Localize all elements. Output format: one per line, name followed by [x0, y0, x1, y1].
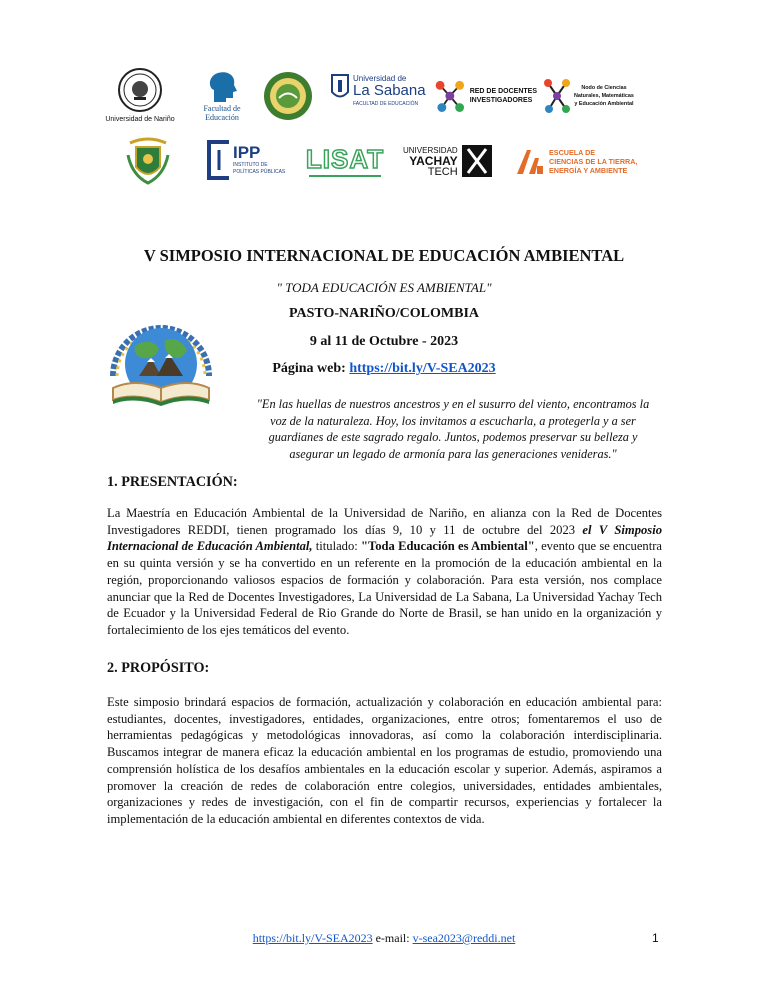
reddi-line-1: RED DE DOCENTES [469, 88, 537, 95]
facultad-caption [203, 104, 240, 122]
sabana-shield-icon [331, 74, 349, 102]
facultad-educacion-logo [197, 64, 247, 128]
s1-text-e: , evento que se encuentra en su quinta versión y se ha convertido en un referente en la promoción de la educación ambiental en la región, proporcionando valiosos espacios de formación y colaboración. Para esta versión, nos complace anunciar que la Red de Docentes Investigadores, La Universidad de La Sabana, La Universidad Yachay Tech de Ecuador y la Universidad Federal de Rio Grande do Norte de Brasil, se han unido en la organización y fortalecimiento de los ejes temáticos del evento. [107, 539, 662, 637]
footer-email-label: e-mail: [372, 931, 413, 945]
epigraph-quote: "En las huellas de nuestros ancestros y en el susurro del viento, encontramos la voz de la naturaleza. Hoy, los invitamos a escucharla, a protegerla y a ser guardianes de este sagrado regalo. Juntos, podemos preservar su belleza y asegurar un legado de armonía para las generaciones venideras." [256, 397, 650, 461]
event-dates: 9 al 11 de Octubre - 2023 [309, 334, 459, 349]
yachay-mark-icon [462, 145, 492, 177]
website-label: Página web: [272, 361, 346, 376]
lisat-logo [305, 142, 385, 180]
section-1-heading: 1. PRESENTACIÓN: [107, 474, 238, 490]
section-2-heading: 2. PROPÓSITO: [107, 660, 210, 676]
footer-website-link[interactable]: https://bit.ly/V-SEA2023 [252, 931, 373, 945]
s1-event-title: "Toda Educación es Ambiental" [361, 539, 535, 554]
sabana-sub: FACULTAD DE EDUCACIÓN [353, 101, 419, 107]
sabana-top: Universidad de [353, 74, 407, 83]
event-location: PASTO-NARIÑO/COLOMBIA [288, 306, 480, 321]
escuela-line-2: CIENCIAS DE LA TIERRA, [549, 156, 638, 166]
globe-book-icon [105, 306, 217, 412]
yachay-line-2: YACHAY [409, 153, 458, 168]
sabana-text [353, 74, 426, 109]
nodo-text [574, 84, 634, 108]
escuela-line-3: ENERGÍA Y AMBIENTE [549, 165, 628, 175]
green-seal-icon [263, 71, 313, 121]
ipp-bracket-icon [205, 140, 231, 180]
ipp-logo [205, 138, 289, 182]
nodo-network-icon [542, 77, 572, 115]
event-motto: " TODA EDUCACIÓN ES AMBIENTAL" [276, 280, 492, 295]
nodo-ciencias-logo [542, 72, 665, 120]
s1-text-c: titulado: [312, 539, 361, 554]
reddi-line-2: INVESTIGADORES [469, 97, 533, 104]
escuela-ciencias-logo [515, 142, 665, 180]
escuela-mark-icon [515, 146, 545, 176]
coat-of-arms-icon [124, 135, 172, 187]
page-title: V SIMPOSIO INTERNACIONAL DE EDUCACIÓN AMBIENTAL [143, 246, 625, 265]
nodo-line-1: Nodo de Ciencias [581, 85, 627, 91]
udenar-caption: Universidad de Nariño [105, 115, 175, 123]
facultad-line-1: Facultad de [203, 104, 241, 113]
ipp-text [233, 144, 285, 176]
s1-text-a: La Maestría en Educación Ambiental de la Universidad de Nariño, en alianza con la Red de Docentes Investigadores REDDI, tienen programado los días 9, 10 y 11 de octubre del 2023 [107, 506, 662, 537]
ipp-sub-1: INSTITUTO DE [233, 162, 268, 168]
facultad-line-2: Educación [205, 113, 239, 122]
footer-email-link[interactable]: v-sea2023@reddi.net [412, 931, 516, 945]
udenar-seal-icon [117, 67, 163, 113]
reddi-logo [433, 72, 537, 120]
page-number: 1 [652, 931, 659, 945]
section-2-paragraph: Este simposio brindará espacios de formación, actualización y colaboración en educación ambiental para: estudiantes, docentes, investigadores, entidades, organizaciones, entre otros; fomentaremos el uso de herramientas pedagógicas y metodológicas innovadoras, así como la colaboración interdisciplinaria. Buscamos integrar de manera eficaz la educación ambiental en los programas de estudio, promoviendo una comprensión holística de los desafíos ambientales en la educación escolar y superior. Además, aspiramos a promover la creación de redes de colaboración entre colegios, universidades, entidades ambientales, organizaciones y redes de investigación, con el fin de compartir recursos, experiencias y fortalecer la implementación de la educación ambiental en diferentes contextos de vida. [107, 695, 662, 826]
coat-of-arms-logo [123, 134, 173, 188]
la-sabana-logo [331, 74, 427, 118]
website-link[interactable]: https://bit.ly/V-SEA2023 [349, 361, 496, 376]
escuela-line-1: ESCUELA DE [549, 147, 596, 157]
yachay-line-1: UNIVERSIDAD [403, 145, 458, 155]
yachay-tech-logo [403, 140, 507, 182]
nodo-line-3: y Educación Ambiental [574, 101, 634, 107]
section-1-paragraph [107, 505, 662, 639]
sabana-main: La Sabana [353, 82, 426, 99]
head-profile-icon [204, 70, 240, 104]
lisat-wordmark: LISAT [305, 144, 385, 174]
green-seal-logo [262, 70, 314, 122]
symposium-emblem [105, 306, 217, 412]
ipp-main: IPP [233, 143, 261, 162]
nodo-line-2: Naturales, Matemáticas [574, 93, 634, 99]
yachay-text [403, 145, 458, 178]
yachay-line-3: TECH [427, 165, 458, 178]
sponsor-logos [105, 62, 665, 192]
ipp-sub-2: POLÍTICAS PÚBLICAS [233, 169, 286, 175]
udenar-logo [105, 62, 175, 128]
network-nodes-icon [433, 76, 467, 116]
escuela-text [549, 148, 637, 175]
lisat-underline [309, 175, 381, 177]
reddi-text [470, 87, 537, 105]
s1-event-name: el V Simposio Internacional de Educación Ambiental, [107, 522, 662, 554]
